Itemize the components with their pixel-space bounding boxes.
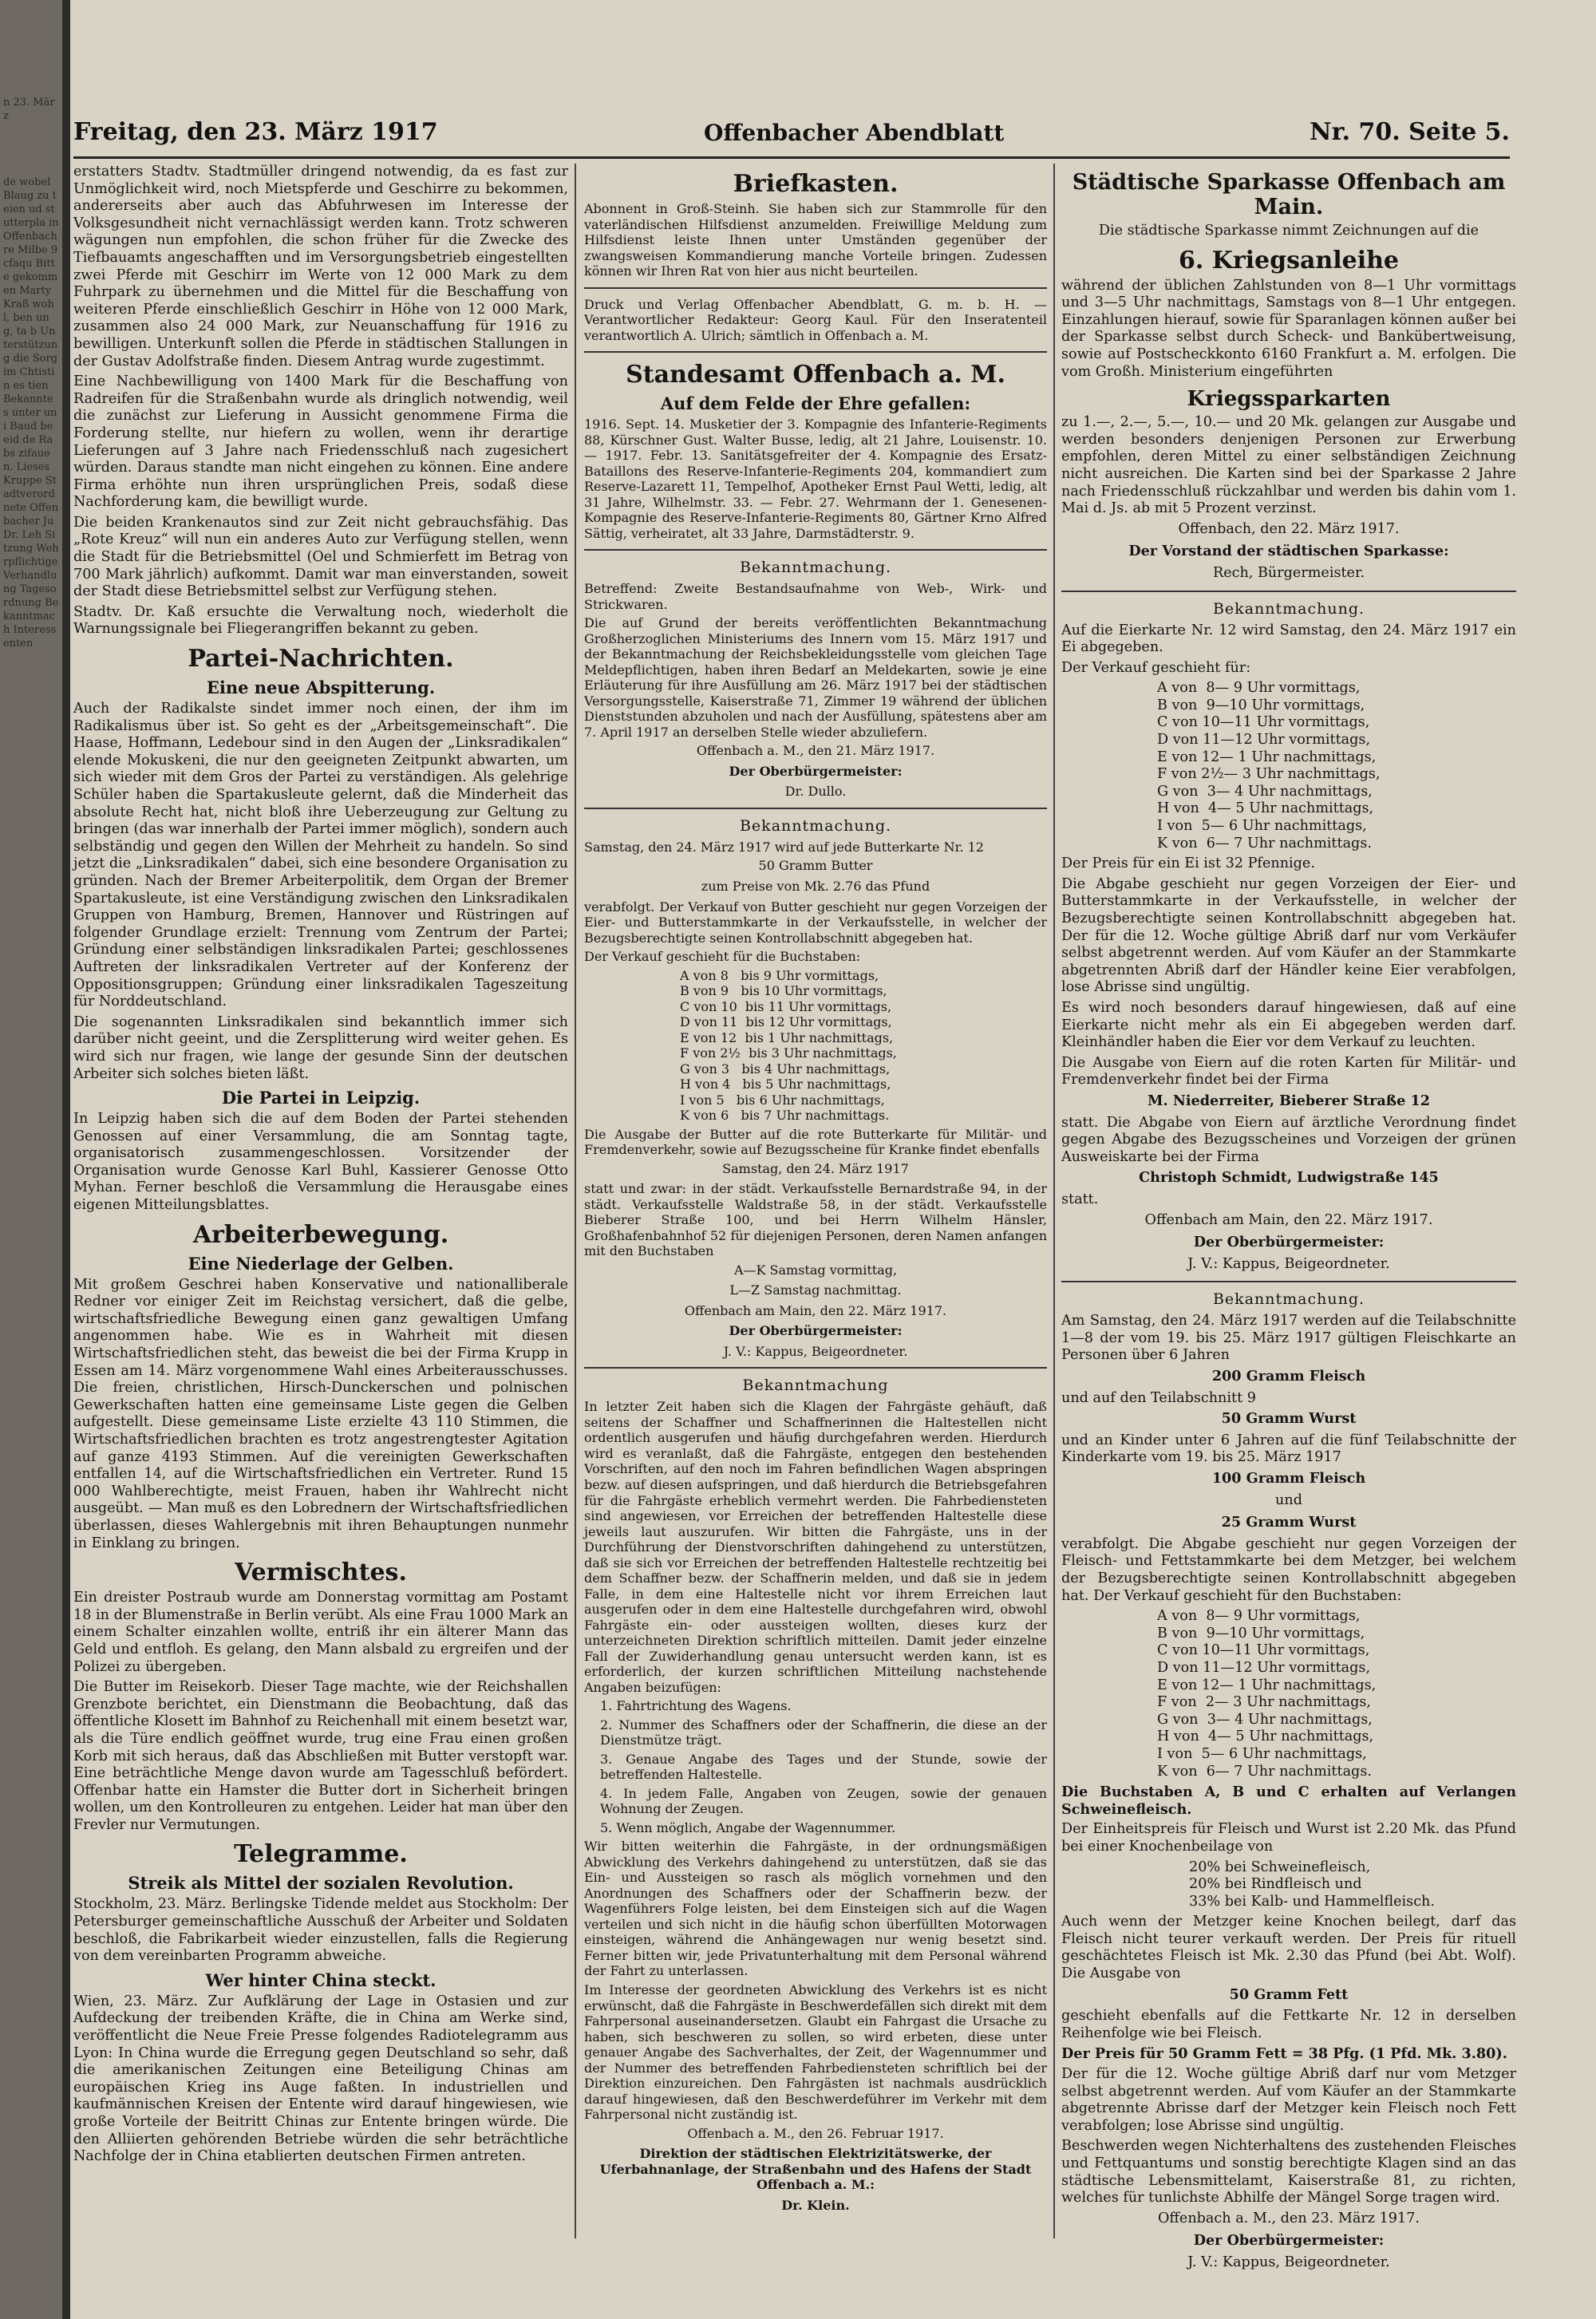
notice-heading: Bekanntmachung.: [739, 559, 892, 577]
divider: [1061, 591, 1516, 592]
notice-authority: Direktion der städtischen Elektrizitätswerke, der Uferbahnanlage, der Straßenbahn und des Hafens der Stadt Offenbach a. M.:: [599, 2146, 1032, 2193]
notice-text: und an Kinder unter 6 Jahren auf die fünf Teilabschnitte der Kinderkarte vom 19. bis 25. März 1917: [1061, 1432, 1516, 1466]
article-text: Die sogenannten Linksradikalen sind bekanntlich immer sich darüber nicht geeint, und die Zersplitterung wird weiter gehen. Es wird sich nur fragen, wie lange der gesunde Sinn der deutschen Arbeiter sich solches bieten läßt.: [73, 1013, 568, 1082]
notice-heading: Bekanntmachung.: [739, 816, 892, 835]
column-2: [584, 164, 1047, 2218]
section-heading: Arbeiterbewegung.: [192, 1220, 449, 1249]
notice-authority: Der Oberbürgermeister:: [729, 763, 903, 779]
notice-place-date: Offenbach, den 22. März 1917.: [1178, 520, 1400, 537]
requirements-list: [584, 1698, 1047, 1835]
article-text: Stockholm, 23. März. Berlingske Tidende meldet aus Stockholm: Der Petersburger gemeinschaftliche Ausschuß der Arbeiter und Soldaten beschloß, die Fabrikarbeit wieder einzustellen, falls die Regierung von dem vereinbarten Programm abweiche.: [73, 1896, 568, 1965]
adjacent-page-date: n 23. März: [3, 97, 55, 122]
schedule-row: B von 9—10 Uhr vormittags,: [1157, 697, 1365, 713]
article-text: Stadtv. Dr. Kaß ersuchte die Verwaltung noch, wiederholt die Warnungssignale bei Fliegerangriffen bekannt zu geben.: [73, 603, 568, 638]
list-item: 33% bei Kalb- und Hammelfleisch.: [1189, 1893, 1435, 1910]
notice-text: Die Ausgabe von Eiern auf die roten Karten für Militär- und Fremdenverkehr findet bei der Firma: [1061, 1054, 1516, 1088]
schedule-row: D von 11 bis 12 Uhr vormittags,: [680, 1014, 892, 1030]
column-divider: [1053, 164, 1055, 2238]
advert-heading: Kriegssparkarten: [1187, 387, 1391, 412]
schedule-row: D von 11—12 Uhr vormittags,: [1157, 732, 1371, 749]
page-gutter: [62, 0, 70, 2319]
notice-text: statt und zwar: in der städt. Verkaufsstelle Bernardstraße 94, in der städt. Verkaufsstelle Waldstraße 58, in der städt. Verkaufsstelle Bieberer Straße 100, und bei Herrn Wilhelm Hänsler, Großhafenbahnhof 52 für diejenigen Personen, deren Namen anfangen mit den Buchstaben: [584, 1181, 1047, 1259]
notice-text: Die Abgabe geschieht nur gegen Vorzeigen der Eier- und Butterstammkarte in der Verkaufsstelle, in welcher der Bezugsberechtigte seinen Kontrollabschnitt abgegeben hat. Der für die 12. Woche gültige Abriß darf nur vom Verkäufer selbst abgetrennt werden. Auf vom Käufer an der Stammkarte abgetrennten Abriß darf der Händler keine Eier verabfolgen, lose Abrisse sind ungültig.: [1061, 875, 1516, 996]
notice-text: Auf die Eierkarte Nr. 12 wird Samstag, den 24. März 1917 ein Ei abgegeben.: [1061, 622, 1516, 656]
section-heading: Telegramme.: [234, 1840, 408, 1869]
sale-schedule: [1061, 680, 1516, 852]
notice-amount: 200 Gramm Fleisch: [1211, 1368, 1366, 1385]
notice-authority: Der Vorstand der städtischen Sparkasse:: [1128, 543, 1449, 560]
schedule-row: A von 8— 9 Uhr vormittags,: [1157, 680, 1361, 697]
notice-place-date: Offenbach a. M., den 21. März 1917.: [696, 743, 935, 759]
schedule-row: B von 9 bis 10 Uhr vormittags,: [680, 983, 887, 999]
schedule-row: E von 12 bis 1 Uhr nachmittags,: [680, 1029, 894, 1045]
schedule-row: C von 10—11 Uhr vormittags,: [1157, 1642, 1370, 1659]
article-text: Mit großem Geschrei haben Konservative und nationalliberale Redner vor einiger Zeit im Reichstag versichert, daß die gelbe, wirtschaftsfriedliche Bewegung einen ganz gewaltigen Umfang angenommen habe. Wie es in Wahrheit mit diesen Wirtschaftsfriedlichen steht, das beweist die bei der Firma Krupp in Essen am 14. März vorgenommene Wahl eines Arbeiterausschusses. Die freien, christlichen, Hirsch-Dunckerschen und polnischen Gewerkschaften hatten eine gemeinsame Liste gegen die Gelben aufgestellt. Diese gemeinsame Liste erzielte 43 110 Stimmen, die Wirtschaftsfriedlichen brachten es trotz angestrengtester Agitation auf ganze 4193 Stimmen. Auf die vereinigten Gewerkschaften entfallen 14, auf die Wirtschaftsfriedlichen ein Vertreter. Rund 15 000 Wahlberechtigte, meist Frauen, haben ihr Wahlrecht nicht ausgeübt. — Man muß es den Lobrednern der Wirtschaftsfriedlichen überlassen, dieses Wahlergebnis mit ihren Behauptungen nunmehr in Einklang zu bringen.: [73, 1276, 568, 1551]
notice-place-date: Offenbach a. M., den 26. Februar 1917.: [687, 2125, 944, 2141]
notice-group: A—K Samstag vormittag,: [733, 1262, 898, 1278]
notice-group: L—Z Samstag nachmittag.: [729, 1282, 902, 1298]
notice-authority: Der Oberbürgermeister:: [1193, 1234, 1385, 1251]
notice-heading: Bekanntmachung.: [1212, 1290, 1365, 1309]
section-heading: Briefkasten.: [733, 170, 899, 198]
notice-signatory: Rech, Bürgermeister.: [1212, 564, 1365, 581]
notice-text: Der Verkauf geschieht für:: [1061, 659, 1251, 676]
schedule-row: F von 2½— 3 Uhr nachmittags,: [1157, 766, 1381, 783]
notice-text: Betreffend: Zweite Bestandsaufnahme von Web-, Wirk- und Strickwaren.: [584, 581, 1047, 612]
schedule-row: I von 5— 6 Uhr nachmittags,: [1157, 818, 1367, 835]
article-text: erstatters Stadtv. Stadtmüller dringend notwendig, da es fast zur Unmöglichkeit wird, noch Mietspferde und Geschirre zu bekommen, andererseits aber auch das Abfuhrwesen im Interesse der Volksgesundheit nicht vernachlässigt werden kann. Trotz schweren wägungen nun empfohlen, die schon früher für die Zwecke des Tiefbauamts angeschafften und im Versorgungsbetrieb eingestellten zwei Pferde mit Geschirr im Werte von 12 000 Mark zu dem Fuhrpark zu übernehmen und die Mittel für die Beschaffung von weiteren Pferde einschließlich Geschirr in Höhe von 12 000 Mark, zusammen also 24 000 Mark, zur Neuanschaffung für 1916 zu bewilligen. Unterkunft sollen die Pferde in städtischen Stallungen in der Gustav Adolfstraße finden. Diesem Antrag wurde zugestimmt.: [73, 164, 568, 369]
section-heading: Standesamt Offenbach a. M.: [626, 361, 1005, 389]
sale-schedule: [584, 968, 1047, 1124]
article-text: Abonnent in Groß-Steinh. Sie haben sich zur Stammrolle für den vaterländischen Hilfsdienst anzumelden. Freiwillige Meldung zum Hilfsdienst leiste Ihnen unter Umständen gegenüber der zwangsweisen Kommandierung manche Vorteile bringen. Zudessen können wir Ihren Rat von hier aus nicht beurteilen.: [584, 201, 1047, 279]
adjacent-page-text: de wobel Blaug zu teien ud stutterpla in Offenbach re Milbe 9 cfaqu Bitte gekommen Marty Kraß wohl, ben ung, ta b Unterstützung die Sorg im Chtistin es tien Bekannte s unter uni Baud beeid de Rabs zifauen. Lieses Kruppe Stadtverordnete Offenbacher Ju Dr. Leh Sitzung Wehrpflichtige Verhandlung Tagesordnung Bekanntmach Interessenten: [3, 176, 59, 650]
notice-text: Beschwerden wegen Nichterhaltens des zustehenden Fleisches und Fettquantums und sonstig berechtigte Klagen sind an das städtische Lebensmittelamt, Kaiserstraße 81, zu richten, welches für tunlichste Abhilfe der Mängel Sorge tragen wird.: [1061, 2138, 1516, 2206]
advert-text: während der üblichen Zahlstunden von 8—1 Uhr vormittags und 3—5 Uhr nachmittags, Samstags von 8—1 Uhr entgegen. Einzahlungen hierauf, sowie für Sparanlagen können außer bei der Sparkasse selbst durch Scheck- und Bankübertweisung, sowie auf Postscheckkonto 6160 Frankfurt a. M. erfolgen. Die vom Großh. Ministerium eingeführten: [1061, 277, 1516, 380]
header-rule: [73, 156, 1510, 159]
notice-amount: 50 Gramm Butter: [758, 858, 873, 874]
notice-place-date: Offenbach a. M., den 23. März 1917.: [1158, 2210, 1420, 2226]
notice-signatory: J. V.: Kappus, Beigeordneter.: [1187, 1255, 1390, 1272]
divider: [584, 1367, 1047, 1369]
notice-amount: 25 Gramm Wurst: [1221, 1514, 1357, 1531]
list-item: 3. Genaue Angabe des Tages und der Stunde, sowie der betreffenden Haltestelle.: [600, 1751, 1047, 1783]
list-item: 5. Wenn möglich, Angabe der Wagennummer.: [600, 1819, 896, 1835]
schedule-row: G von 3 bis 4 Uhr nachmittags,: [680, 1061, 891, 1077]
schedule-row: C von 10—11 Uhr vormittags,: [1157, 714, 1370, 731]
article-text: In Leipzig haben sich die auf dem Boden der Partei stehenden Genossen auf einer Versammlung, die am Sonntag tagte, organisatorisch zusammengeschlossen. Vorsitzender der Organisation wurde Genosse Karl Buhl, Kassierer Genosse Otto Myhan. Ferner beschloß die Versammlung die Herausgabe eines eigenen Mitteilungsblattes.: [73, 1111, 568, 1214]
schedule-row: G von 3— 4 Uhr nachmittags,: [1157, 783, 1373, 800]
notice-signatory: Dr. Klein.: [781, 2197, 850, 2213]
schedule-row: K von 6— 7 Uhr nachmittags.: [1157, 835, 1372, 851]
notice-text: Die Buchstaben A, B und C erhalten auf Verlangen Schweinefleisch.: [1061, 1784, 1516, 1818]
notice-text: Der für die 12. Woche gültige Abriß darf nur vom Metzger selbst abgetrennt werden. Auf vom Käufer an der Stammkarte abgetrennte Abrisse darf der Metzger kein Fleisch noch Fett verabfolgen; lose Abrisse sind ungültig.: [1061, 2066, 1516, 2134]
issue-date: Freitag, den 23. März 1917: [73, 118, 438, 146]
notice-authority: Der Oberbürgermeister:: [1193, 2232, 1385, 2250]
column-1: [73, 164, 568, 2169]
schedule-row: H von 4 bis 5 Uhr nachmittags,: [680, 1077, 891, 1092]
shop-name: M. Niederreiter, Bieberer Straße 12: [1148, 1092, 1430, 1109]
article-text: Eine Nachbewilligung von 1400 Mark für die Beschaffung von Radreifen für die Straßenbahn wurde als dringlich notwendig, weil die zunächst zur Lieferung in Aussicht genommene Firma die Forderung stellte, nur hiefern zu wollen, wenn ihr derartige Lieferungen auf 3 Jahre nach Friedensschluß nach zugesichert würden. Daraus standte man nicht eingehen zu können. Eine andere Firma erhöhte nun ihren ursprünglichen Preis, sodaß diese Nachforderung kam, die bewilligt wurde.: [73, 373, 568, 511]
notice-text: und auf den Teilabschnitt 9: [1061, 1389, 1256, 1406]
advert-text: Die städtische Sparkasse nimmt Zeichnungen auf die: [1098, 223, 1479, 239]
notice-text: Es wird noch besonders darauf hingewiesen, daß auf eine Eierkarte nicht mehr als ein Ei abgegeben werden darf. Kleinhändler haben die Eier vor dem Verkauf zu leuchten.: [1061, 999, 1516, 1051]
section-heading: Vermischtes.: [235, 1559, 407, 1587]
divider: [584, 808, 1047, 809]
notice-text: Wir bitten weiterhin die Fahrgäste, in der ordnungsmäßigen Abwicklung des Verkehrs dahingehend zu unterstützen, daß sie das Ein- und Aussteigen so rasch als möglich vornehmen und den Anordnungen des Schaffners oder der Schaffnerin bezw. der Wagenführers Folge leisten, bei dem Einsteigen sich auf die Wagen verteilen und sich nicht in die häufig schon überfüllten Motorwagen einsteigen, während die Anhängewagen nur wenig besetzt sind. Ferner bitten wir, jede Privatunterhaltung mit dem Personal während der Fahrt zu unterlassen.: [584, 1839, 1047, 1979]
notice-signatory: J. V.: Kappus, Beigeordneter.: [723, 1343, 908, 1359]
article-heading: Eine Niederlage der Gelben.: [188, 1253, 454, 1274]
schedule-row: E von 12— 1 Uhr nachmittags,: [1157, 749, 1377, 765]
section-heading: Partei-Nachrichten.: [188, 645, 454, 674]
divider: [1061, 1281, 1516, 1282]
schedule-row: A von 8 bis 9 Uhr vormittags,: [680, 967, 879, 983]
notice-text: Die auf Grund der bereits veröffentlichten Bekanntmachung Großherzoglichen Ministeriums des Innern vom 15. März 1917 und der Bekanntmachung der Reichsbekleidungsstelle vom gleichen Tage Meldepflichtigen, haben ihren Bedarf an Meldekarten, sowie je eine Erläuterung für ihre Ausfüllung am 26. März 1917 bei der städtischen Versorgungsstelle, Kaiserstraße 71, Zimmer 19 während der üblichen Dienststunden abzuholen und nach der Ausfüllung, spätestens aber am 7. April 1917 an derselben Stelle wieder abzuliefern.: [584, 615, 1047, 740]
notice-heading: Bekanntmachung.: [1212, 599, 1365, 618]
list-item: 4. In jedem Falle, Angaben von Zeugen, sowie der genauen Wohnung der Zeugen.: [600, 1785, 1047, 1817]
notice-text: In letzter Zeit haben sich die Klagen der Fahrgäste gehäuft, daß seitens der Schaffner und Schaffnerinnen die Haltestellen nicht ordentlich ausgerufen und häufig durchgefahren werden. Hierdurch wird es veranlaßt, daß die Fahrgäste, entgegen den bestehenden Vorschriften, auf den noch im Fahren befindlichen Wagen abspringen bezw. auf diesen aufspringen, und daß hierdurch die Betriebsgefahren für die Fahrgäste erheblich vermehrt werden. Die Fahrbediensteten sind angewiesen, vor Erreichen der betreffenden Haltestelle diese jeweils laut auszurufen. Wir bitten die Fahrgäste, uns in der Durchführung der Dienstvorschriften dahingehend zu unterstützen, daß sie sich vor Erreichen der betreffenden Haltestelle rechtzeitig bei dem Schaffner bezw. der Schaffnerin melden, und daß sie in jedem Falle, in dem eine Haltestelle nicht vor ihrem Erreichen laut ausgerufen oder in dem eine Haltestelle durchgefahren wird, obwohl Fahrgäste ein- oder aussteigen wollten, dieses kurz der unterzeichneten Direktion schriftlich mitteilen. Damit jeder einzelne Fall der Zuwiderhandlung genau untersucht werden kann, ist es erforderlich, der kurzen schriftlichen Mitteilung nachstehende Angaben beizufügen:: [584, 1399, 1047, 1695]
notice-authority: Der Oberbürgermeister:: [729, 1323, 903, 1339]
list-item: 20% bei Rindfleisch und: [1189, 1876, 1362, 1893]
imprint: Druck und Verlag Offenbacher Abendblatt, G. m. b. H. — Verantwortlicher Redakteur: Georg Kaul. Für den Inseratenteil verantwortlich A. Ulrich; sämtlich in Offenbach a. M.: [584, 296, 1047, 343]
notice-text: Der Verkauf geschieht für die Buchstaben:: [584, 949, 861, 965]
schedule-row: A von 8— 9 Uhr vormittags,: [1157, 1608, 1361, 1625]
notice-text: Im Interesse der geordneten Abwicklung des Verkehrs ist es nicht erwünscht, daß die Fahrgäste in Beschwerdefällen sich direkt mit dem Fahrpersonal auseinandersetzen. Glaubt ein Fahrgast die Ursache zu haben, sich beschweren zu sollen, so wird erbeten, diese unter genauer Angabe des Sachverhaltes, der Zeit, der Wagennummer und der Nummer des betreffenden Fahrbediensteten schriftlich bei der Direktion einzureichen. Den Fahrgästen ist nachmals ausdrücklich darauf hingewiesen, daß den Beschwerdeführer im Verkehr mit dem Fahrpersonal nicht zuständig ist.: [584, 1981, 1047, 2123]
column-divider: [575, 164, 576, 2238]
notice-text: statt. Die Abgabe von Eiern auf ärztliche Verordnung findet gegen Abgabe des Bezugsscheines und Vorzeigen der grünen Ausweiskarte bei der Firma: [1061, 1114, 1516, 1165]
notice-signatory: J. V.: Kappus, Beigeordneter.: [1187, 2254, 1390, 2270]
adjacent-page-strip: [0, 0, 70, 2319]
list-item: 20% bei Schweinefleisch,: [1189, 1859, 1371, 1875]
notice-connector: und: [1275, 1491, 1302, 1508]
masthead: Offenbacher Abendblatt: [704, 120, 1005, 146]
notice-heading: Bekanntmachung: [742, 1377, 889, 1395]
list-item: 1. Fahrtrichtung des Wagens.: [600, 1698, 792, 1714]
notice-text: statt.: [1061, 1191, 1099, 1207]
article-heading: Die Partei in Leipzig.: [221, 1088, 421, 1108]
divider: [584, 549, 1047, 551]
page-header: [73, 118, 1510, 160]
schedule-row: F von 2½ bis 3 Uhr nachmittags,: [680, 1045, 897, 1061]
schedule-row: F von 2— 3 Uhr nachmittags,: [1157, 1694, 1372, 1711]
divider: [584, 287, 1047, 289]
notice-text: verabfolgt. Die Abgabe geschieht nur gegen Vorzeigen der Fleisch- und Fettstammkarte bei dem Metzger, bei welchem der Bezugsberechtigte seinen Kontrollabschnitt abgegeben hat. Der Verkauf geschieht für den Buchstaben:: [1061, 1535, 1516, 1604]
article-heading: Auf dem Felde der Ehre gefallen:: [660, 393, 971, 414]
notice-text: Der Einheitspreis für Fleisch und Wurst ist 2.20 Mk. das Pfund bei einer Knochenbeilage von: [1061, 1821, 1516, 1855]
advert-heading: 6. Kriegsanleihe: [1178, 246, 1400, 275]
schedule-row: H von 4— 5 Uhr nachmittags,: [1157, 1728, 1374, 1745]
column-3: [1061, 164, 1516, 2277]
schedule-row: D von 11—12 Uhr vormittags,: [1157, 1659, 1371, 1676]
schedule-row: B von 9—10 Uhr vormittags,: [1157, 1625, 1365, 1641]
notice-signatory: Dr. Dullo.: [784, 784, 847, 800]
list-item: 2. Nummer des Schaffners oder der Schaffnerin, die diese an der Dienstmütze trägt.: [600, 1717, 1047, 1748]
advert-text: zu 1.—, 2.—, 5.—, 10.— und 20 Mk. gelangen zur Ausgabe und werden besonders denjenigen Personen zur Erwerbung empfohlen, deren Mittel zu einer selbständigen Zeichnung nicht ausreichen. Die Karten sind bei der Sparkasse 2 Jahre nach Friedensschluß rückzahlbar und werden bis dahin vom 1. Mai d. Js. ab mit 5 Prozent verzinst.: [1061, 414, 1516, 517]
article-text: Die beiden Krankenautos sind zur Zeit nicht gebrauchsfähig. Das „Rote Kreuz“ will nun ein anderes Auto zur Verfügung stellen, wenn die Stadt für die Betriebsmittel (Oel und Schmierfett im Betrag von 700 Mark jährlich) aufkommt. Damit war man einverstanden, soweit der Stadt diese Betriebsmittel selbst zur Verfügung stehen.: [73, 514, 568, 600]
notice-date: Samstag, den 24. März 1917: [722, 1160, 909, 1176]
schedule-row: I von 5 bis 6 Uhr nachmittags,: [680, 1092, 885, 1108]
schedule-row: K von 6— 7 Uhr nachmittags.: [1157, 1763, 1372, 1780]
schedule-row: H von 4— 5 Uhr nachmittags,: [1157, 800, 1374, 817]
notice-price: zum Preise von Mk. 2.76 das Pfund: [701, 878, 930, 894]
schedule-row: E von 12— 1 Uhr nachmittags,: [1157, 1677, 1377, 1693]
notice-place-date: Offenbach am Main, den 22. März 1917.: [1144, 1211, 1433, 1228]
article-heading: Streik als Mittel der sozialen Revolution.: [128, 1873, 514, 1894]
notice-place-date: Offenbach am Main, den 22. März 1917.: [684, 1302, 947, 1318]
notice-text: Die Ausgabe der Butter auf die rote Butterkarte für Militär- und Fremdenverkehr, sowie auf Bezugsscheine für Kranke findet ebenfalls: [584, 1126, 1047, 1158]
notice-text: Der Preis für ein Ei ist 32 Pfennige.: [1061, 855, 1315, 872]
article-heading: Wer hinter China steckt.: [205, 1969, 437, 1990]
notice-text: geschieht ebenfalls auf die Fettkarte Nr. 12 in derselben Reihenfolge wie bei Fleisch.: [1061, 2008, 1516, 2041]
sale-schedule: [1061, 1608, 1516, 1780]
notice-text: verabfolgt. Der Verkauf von Butter geschieht nur gegen Vorzeigen der Eier- und Butterstammkarte in der Verkaufsstelle, in welcher der Bezugsberechtigte seinen Kontrollabschnitt abgegeben hat.: [584, 899, 1047, 946]
divider: [584, 351, 1047, 353]
advert-heading: Städtische Sparkasse Offenbach am Main.: [1072, 170, 1506, 219]
article-heading: Eine neue Abspitterung.: [206, 678, 436, 698]
schedule-row: I von 5— 6 Uhr nachmittags,: [1157, 1745, 1367, 1762]
schedule-row: G von 3— 4 Uhr nachmittags,: [1157, 1711, 1373, 1728]
issue-number: Nr. 70. Seite 5.: [1310, 118, 1510, 146]
notice-text: Auch wenn der Metzger keine Knochen beilegt, darf das Fleisch nicht teurer verkauft werden. Der Preis für rituell geschächtetes Fleisch ist Mk. 2.30 das Pfund (bei Abt. Wolf). Die Ausgabe von: [1061, 1914, 1516, 1982]
article-text: Die Butter im Reisekorb. Dieser Tage machte, wie der Reichshallen Grenzbote berichtet, ein Dienstmann die Beobachtung, daß das öffentliche Klosett im Bahnhof zu Reichenhall mit einem besetzt war, als die Türe endlich geöffnet wurde, trug eine Frau einen großen Korb mit sich heraus, daß das Abschließen mit Butter verstopft war. Eine beträchtliche Menge davon wurde am Tagesschluß befördert. Offenbar hatte ein Hamster die Butter dort in Sicherheit bringen wollen, um den Kontrolleuren zu entgehen. Leider hat man über den Frevler nur Vermutungen.: [73, 1679, 568, 1833]
shop-name: Christoph Schmidt, Ludwigstraße 145: [1139, 1169, 1439, 1187]
notice-text: Samstag, den 24. März 1917 wird auf jede Butterkarte Nr. 12: [584, 839, 984, 855]
article-text: Ein dreister Postraub wurde am Donnerstag vormittag am Postamt 18 in der Blumenstraße in Berlin verübt. Als eine Frau 1000 Mark an einem Schalter einzahlen wollte, entriß ihr ein älterer Mann das Geld und entfloh. Es gelang, den Mann alsbald zu ergreifen und der Polizei zu übergeben.: [73, 1590, 568, 1675]
article-text: 1916. Sept. 14. Musketier der 3. Kompagnie des Infanterie-Regiments 88, Kürschner Gust. Walter Busse, ledig, alt 21 Jahre, Louisenstr. 10. — 1917. Febr. 13. Sanitätsgefreiter der 4. Kompagnie des Ersatz-Bataillons des Reserve-Infanterie-Regiments 204, kommandiert zum Reserve-Lazarett 11, Tempelhof, Apotheker Ernst Paul Wetti, ledig, alt 31 Jahre, Wilhelmstr. 33. — Febr. 27. Wehrmann der 1. Genesenen-Kompagnie des Reserve-Infanterie-Regiments 80, Gärtner Krno Alfred Sättig, verheiratet, alt 33 Jahre, Darmstädterstr. 9.: [584, 417, 1047, 541]
article-text: Auch der Radikalste sindet immer noch einen, der ihm im Radikalismus über ist. So geht es der „Arbeitsgemeinschaft“. Die Haase, Hoffmann, Ledebour sind in den Augen der „Linksradikalen“ elende Mokuskeni, die nur den geeigneten Zeitpunkt abwarten, um sich wieder mit dem Gros der Partei zu verständigen. Als gelehrige Schüler haben die Spartakusleute gelernt, daß die Minderheit das absolute Recht hat, nicht bloß ihre Ueberzeugung zur Geltung zu bringen (das war innerhalb der Partei immer möglich), sondern auch selbständig und gegen den Willen der Mehrheit zu handeln. So sind jetzt die „Linksradikalen“ dabei, sich eine besondere Organisation zu gründen. Nach der Bremer Arbeiterpolitik, dem Organ der Bremer Spartakusleute, ist eine Verständigung zwischen den Linksradikalen Gruppen von Hamburg, Bremen, Hannover und Rüstringen auf folgender Grundlage erzielt: Trennung vom Zentrum der Partei; Gründung einer selbständigen linksradikalen Partei; geschlossenes Auftreten der linksradikalen Vertreter auf der Konferenz der Oppositionsgruppen; Gründung einer linksradikalen Tageszeitung für Norddeutschland.: [73, 701, 568, 1010]
notice-amount: 50 Gramm Fett: [1229, 1985, 1349, 2003]
article-text: Wien, 23. März. Zur Aufklärung der Lage in Ostasien und zur Aufdeckung der treibenden Kräfte, die in China am Werke sind, veröffentlicht die Neue Freie Presse folgendes Radiotelegramm aus Lyon: In China wurde die Erregung gegen Deutschland so sehr, daß die amerikanischen Zeitungen eine Beteiligung Chinas am europäischen Krieg ins Auge faßten. In industriellen und kaufmännischen Kreisen der Entente wird darauf hingewiesen, wie große Vorteile der Beitritt Chinas zur Entente bringen würde. Die den Alliierten gehörenden Betriebe würden die sehr beträchtliche Nachfolge der in China etablierten deutschen Firmen antreten.: [73, 1993, 568, 2165]
notice-amount: 50 Gramm Wurst: [1221, 1410, 1357, 1428]
notice-text: Der Preis für 50 Gramm Fett = 38 Pfg. (1 Pfd. Mk. 3.80).: [1061, 2045, 1507, 2063]
bone-allowance-list: [1061, 1859, 1516, 1911]
notice-text: Am Samstag, den 24. März 1917 werden auf die Teilabschnitte 1—8 der vom 19. bis 25. März 1917 gültigen Fleischkarte an Personen über 6 Jahren: [1061, 1313, 1516, 1364]
notice-amount: 100 Gramm Fleisch: [1211, 1470, 1366, 1487]
schedule-row: K von 6 bis 7 Uhr nachmittags.: [680, 1108, 890, 1124]
schedule-row: C von 10 bis 11 Uhr vormittags,: [680, 998, 892, 1014]
